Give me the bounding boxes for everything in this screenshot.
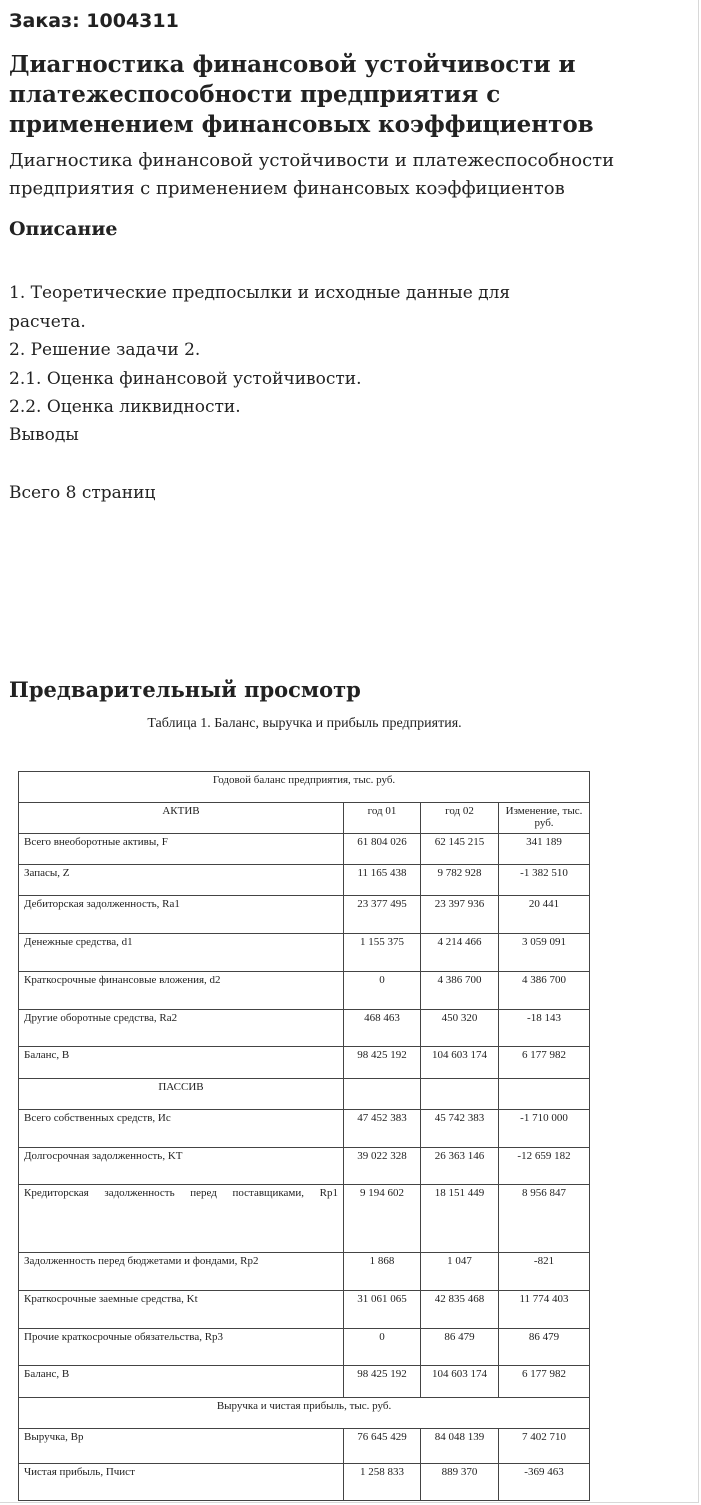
year1-value: 0 <box>344 1329 421 1366</box>
description-line: 2. Решение задачи 2. <box>9 340 201 360</box>
table-section-title: Выручка и чистая прибыль, тыс. руб. <box>19 1398 590 1429</box>
table-row <box>19 1110 590 1148</box>
table-section-row <box>19 1398 590 1429</box>
table-caption: Таблица 1. Баланс, выручка и прибыль предприятия. <box>147 716 462 731</box>
row-label: Долгосрочная задолженность, KT <box>19 1148 344 1185</box>
year1-value: 0 <box>344 972 421 1010</box>
column-header: год 01 <box>344 803 421 834</box>
table-header-row <box>19 803 590 834</box>
description-line: 2.2. Оценка ликвидности. <box>9 397 241 417</box>
column-header: год 02 <box>421 803 499 834</box>
year2-value: 450 320 <box>421 1010 499 1047</box>
year1-value: 23 377 495 <box>344 896 421 934</box>
row-label: Задолженность перед бюджетами и фондами, Rp2 <box>19 1253 344 1291</box>
change-value: 4 386 700 <box>499 972 590 1010</box>
year2-value: 4 214 466 <box>421 934 499 972</box>
year1-value <box>344 1079 421 1110</box>
preview-heading: Предварительный просмотр <box>9 677 361 702</box>
description-line: 2.1. Оценка финансовой устойчивости. <box>9 369 362 389</box>
row-label: Выручка, Bp <box>19 1429 344 1464</box>
change-value: 86 479 <box>499 1329 590 1366</box>
table-row <box>19 1010 590 1047</box>
change-value: 3 059 091 <box>499 934 590 972</box>
year1-value: 1 155 375 <box>344 934 421 972</box>
year2-value: 86 479 <box>421 1329 499 1366</box>
table-row <box>19 934 590 972</box>
table-row <box>19 865 590 896</box>
year1-value: 1 258 833 <box>344 1464 421 1501</box>
year1-value: 9 194 602 <box>344 1185 421 1253</box>
year1-value: 1 868 <box>344 1253 421 1291</box>
column-header: Изменение, тыс. руб. <box>499 803 590 834</box>
table-row <box>19 1148 590 1185</box>
row-label: Кредиторская задолженность перед поставщиками, Rp1 <box>19 1185 344 1253</box>
table-row <box>19 1079 590 1110</box>
year1-value: 98 425 192 <box>344 1047 421 1079</box>
row-label: Баланс, B <box>19 1047 344 1079</box>
balance-table <box>18 771 590 1501</box>
page-title: Диагностика финансовой устойчивости и платежеспособности предприятия с применением финансовых коэффициентов <box>9 51 594 138</box>
change-value: 20 441 <box>499 896 590 934</box>
year2-value: 26 363 146 <box>421 1148 499 1185</box>
year2-value: 104 603 174 <box>421 1047 499 1079</box>
change-value: -18 143 <box>499 1010 590 1047</box>
page-subtitle: Диагностика финансовой устойчивости и платежеспособности предприятия с применением финансовых коэффициентов <box>9 150 615 199</box>
year1-value: 11 165 438 <box>344 865 421 896</box>
table-row <box>19 972 590 1010</box>
table-row <box>19 896 590 934</box>
table-row <box>19 1253 590 1291</box>
year2-value <box>421 1079 499 1110</box>
row-label: Краткосрочные заемные средства, Kt <box>19 1291 344 1329</box>
year1-value: 47 452 383 <box>344 1110 421 1148</box>
description-line: 1. Теоретические предпосылки и исходные данные для <box>9 283 511 303</box>
change-value: -12 659 182 <box>499 1148 590 1185</box>
row-label: Всего собственных средств, Ис <box>19 1110 344 1148</box>
row-label: Дебиторская задолженность, Ra1 <box>19 896 344 934</box>
year2-value: 42 835 468 <box>421 1291 499 1329</box>
year2-value: 84 048 139 <box>421 1429 499 1464</box>
year1-value: 39 022 328 <box>344 1148 421 1185</box>
page-count: Всего 8 страниц <box>9 483 156 503</box>
table-row <box>19 1429 590 1464</box>
year2-value: 4 386 700 <box>421 972 499 1010</box>
table-row <box>19 1291 590 1329</box>
year1-value: 76 645 429 <box>344 1429 421 1464</box>
year1-value: 468 463 <box>344 1010 421 1047</box>
change-value: -1 382 510 <box>499 865 590 896</box>
row-label: Чистая прибыль, Пчист <box>19 1464 344 1501</box>
row-label: Прочие краткосрочные обязательства, Rp3 <box>19 1329 344 1366</box>
change-value: -821 <box>499 1253 590 1291</box>
description-line: расчета. <box>9 312 86 332</box>
year2-value: 23 397 936 <box>421 896 499 934</box>
change-value: 8 956 847 <box>499 1185 590 1253</box>
year2-value: 104 603 174 <box>421 1366 499 1398</box>
change-value: 11 774 403 <box>499 1291 590 1329</box>
table-title: Годовой баланс предприятия, тыс. руб. <box>19 772 590 803</box>
change-value: -369 463 <box>499 1464 590 1501</box>
order-number: Заказ: 1004311 <box>9 10 179 32</box>
row-label: Запасы, Z <box>19 865 344 896</box>
year2-value: 9 782 928 <box>421 865 499 896</box>
table-row <box>19 1185 590 1253</box>
year2-value: 45 742 383 <box>421 1110 499 1148</box>
table-row <box>19 1464 590 1501</box>
row-label: ПАССИВ <box>19 1079 344 1110</box>
table-row <box>19 1047 590 1079</box>
table-row <box>19 834 590 865</box>
change-value: -1 710 000 <box>499 1110 590 1148</box>
row-label: Другие оборотные средства, Ra2 <box>19 1010 344 1047</box>
row-label: Краткосрочные финансовые вложения, d2 <box>19 972 344 1010</box>
description-heading: Описание <box>9 218 118 240</box>
table-row <box>19 1366 590 1398</box>
year2-value: 62 145 215 <box>421 834 499 865</box>
description-line: Выводы <box>9 425 79 445</box>
table-row <box>19 1329 590 1366</box>
year1-value: 98 425 192 <box>344 1366 421 1398</box>
year2-value: 889 370 <box>421 1464 499 1501</box>
change-value: 6 177 982 <box>499 1047 590 1079</box>
year1-value: 61 804 026 <box>344 834 421 865</box>
table-title-row <box>19 772 590 803</box>
year2-value: 18 151 449 <box>421 1185 499 1253</box>
row-label: Денежные средства, d1 <box>19 934 344 972</box>
change-value: 7 402 710 <box>499 1429 590 1464</box>
row-label: Всего внеоборотные активы, F <box>19 834 344 865</box>
year1-value: 31 061 065 <box>344 1291 421 1329</box>
year2-value: 1 047 <box>421 1253 499 1291</box>
column-header: АКТИВ <box>19 803 344 834</box>
change-value: 341 189 <box>499 834 590 865</box>
change-value <box>499 1079 590 1110</box>
change-value: 6 177 982 <box>499 1366 590 1398</box>
row-label: Баланс, B <box>19 1366 344 1398</box>
